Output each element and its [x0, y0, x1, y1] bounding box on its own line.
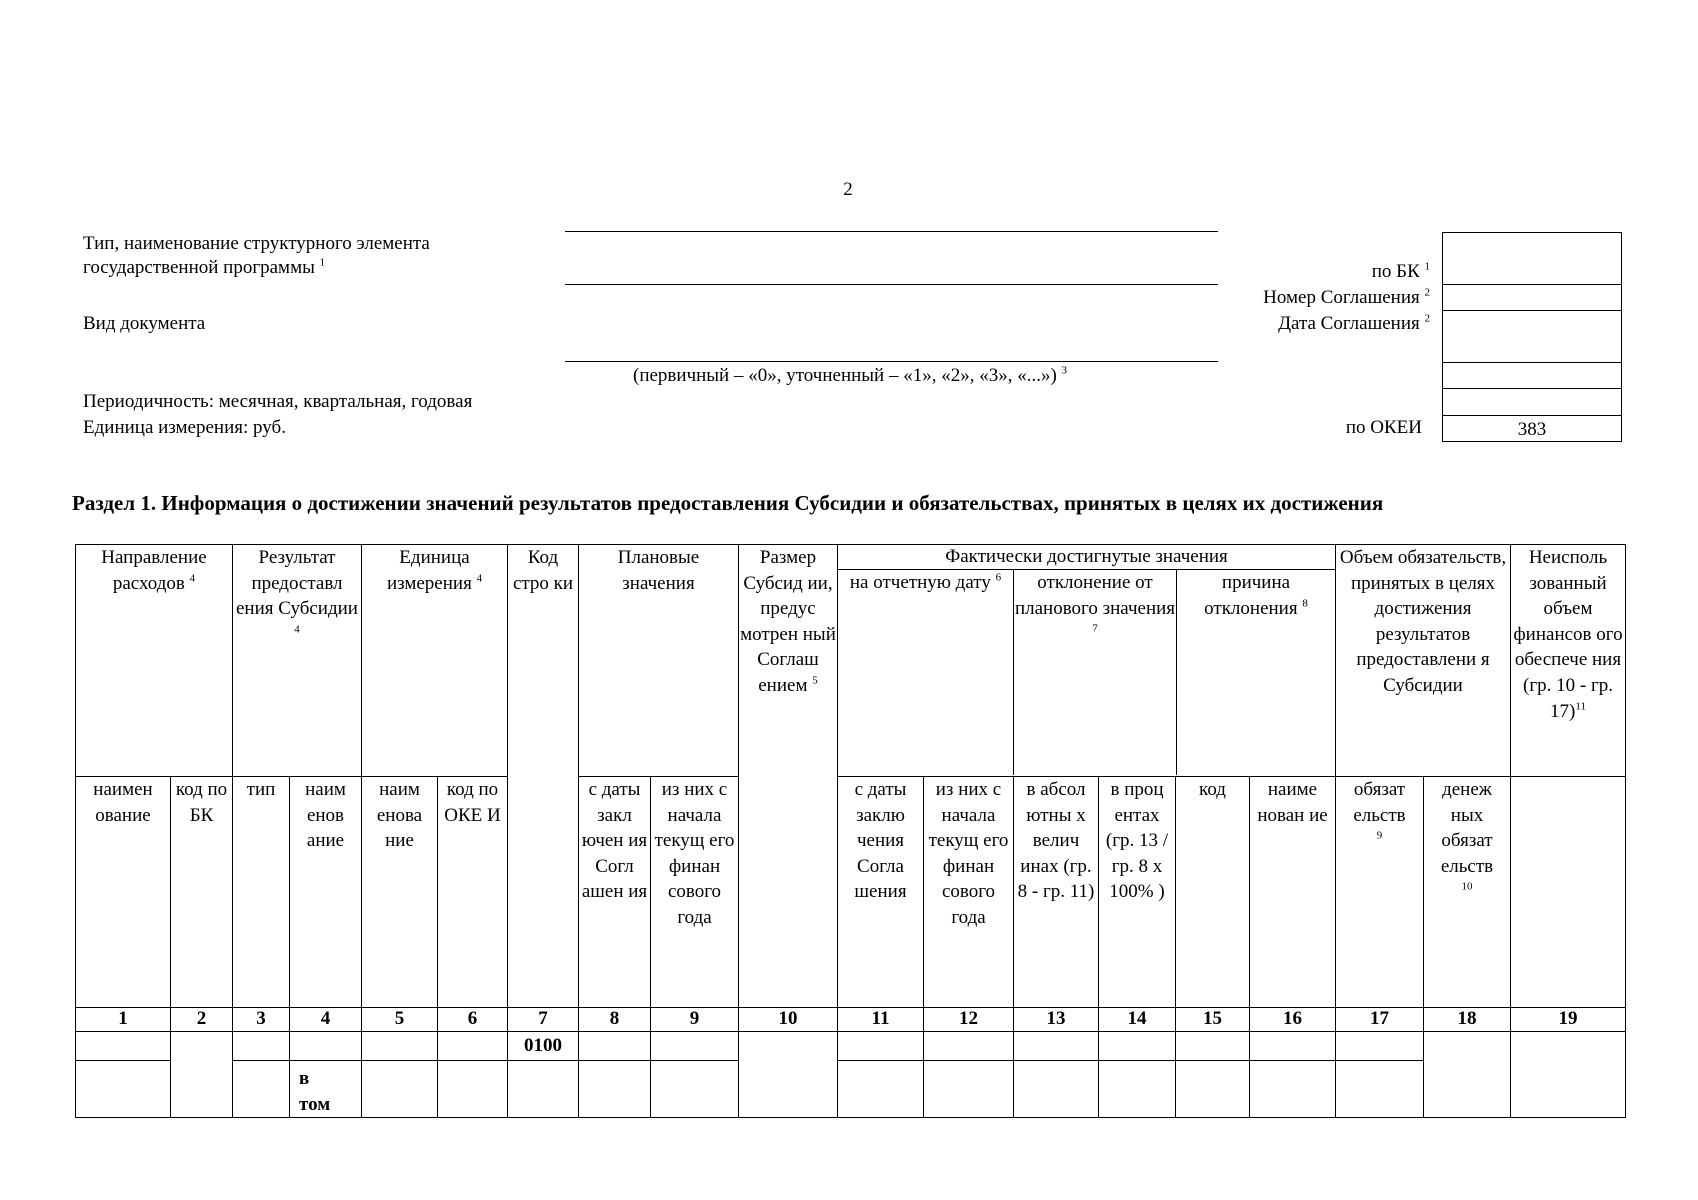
column-number: 14: [1099, 1008, 1176, 1032]
table-cell[interactable]: [1014, 1061, 1099, 1118]
table-cell[interactable]: [579, 1032, 651, 1061]
table-cell[interactable]: [1014, 1032, 1099, 1061]
subheader-14: в проц ентах (гр. 13 / гр. 8 x 100% ): [1099, 777, 1176, 1008]
table-cell[interactable]: [233, 1032, 290, 1061]
table-cell[interactable]: [171, 1032, 233, 1118]
table-cell[interactable]: [1099, 1061, 1176, 1118]
table-cell[interactable]: [508, 1061, 579, 1118]
bk-label: по БК $^1$: [1371, 260, 1430, 282]
subheader-9: из них с начала текущ его финан сового года: [651, 777, 739, 1008]
subheader-4: наим енов ание: [290, 777, 362, 1008]
subheader-8: с даты закл ючен ия Согл ашен ия: [579, 777, 651, 1008]
column-number: 8: [579, 1008, 651, 1032]
table-cell[interactable]: [76, 1061, 171, 1118]
header-actual-reason: причина отклонения $^8$: [1204, 572, 1308, 619]
header-unused: Неисполь зованный объем финансов ого обеспече ния (гр. 10 - гр. 17)$^{11}$: [1511, 545, 1626, 777]
table-cell[interactable]: [438, 1032, 508, 1061]
table-cell[interactable]: [76, 1032, 171, 1061]
table-cell[interactable]: [233, 1061, 290, 1118]
table-cell[interactable]: [1176, 1061, 1250, 1118]
table-cell[interactable]: [924, 1061, 1014, 1118]
column-number: 2: [171, 1008, 233, 1032]
header-actual-title: Фактически достигнутые значения: [838, 545, 1335, 570]
program-element-label: [83, 232, 430, 280]
program-element-label-line2: государственной программы $^1$: [83, 256, 326, 278]
table-cell[interactable]: [290, 1032, 362, 1061]
program-element-line-2[interactable]: [565, 284, 1218, 285]
column-number: 10: [739, 1008, 838, 1032]
table-cell[interactable]: [1336, 1061, 1424, 1118]
table-cell[interactable]: [838, 1032, 924, 1061]
column-number: 17: [1336, 1008, 1424, 1032]
subheader-17: обязат ельств $^9$: [1336, 777, 1424, 1008]
table-cell[interactable]: [739, 1032, 838, 1118]
section-title: Раздел 1. Информация о достижении значений результатов предоставления Субсидии и обязательствах, принятых в целях их достижения: [72, 491, 1384, 515]
column-number: 4: [290, 1008, 362, 1032]
header-row-code: Код стро ки: [508, 545, 579, 1008]
column-number: 12: [924, 1008, 1014, 1032]
column-number: 1: [76, 1008, 171, 1032]
subheader-16: наиме нован ие: [1250, 777, 1336, 1008]
program-element-label-line1: Тип, наименование структурного элемента: [83, 233, 430, 254]
table-cell[interactable]: [1176, 1032, 1250, 1061]
table-cell[interactable]: [1336, 1032, 1424, 1061]
column-number: 11: [838, 1008, 924, 1032]
subheader-6: код по ОКЕ И: [438, 777, 508, 1008]
table-cell[interactable]: [924, 1032, 1014, 1061]
table-cell[interactable]: [1250, 1032, 1336, 1061]
results-table: [75, 544, 1626, 1118]
subheader-12: из них с начала текущ его финан сового года: [924, 777, 1014, 1008]
column-number: 6: [438, 1008, 508, 1032]
row-code-cell[interactable]: 0100: [508, 1032, 579, 1061]
subheader-19: [1511, 777, 1626, 1008]
table-cell[interactable]: [438, 1061, 508, 1118]
table-cell[interactable]: [362, 1032, 438, 1061]
table-cell[interactable]: [1099, 1032, 1176, 1061]
table-cell[interactable]: [1511, 1032, 1626, 1118]
subheader-13: в абсол ютны х велич инах (гр. 8 - гр. 11): [1014, 777, 1099, 1008]
table-cell-including[interactable]: в том: [290, 1061, 362, 1118]
header-actual-deviation: отклонение от планового значения $^7$: [1014, 570, 1177, 775]
header-actual: [838, 545, 1336, 777]
agreement-number-label: Номер Соглашения $^2$: [1263, 286, 1430, 308]
table-cell[interactable]: [838, 1061, 924, 1118]
unit-label: Единица измерения: руб.: [83, 417, 286, 438]
program-element-line-1[interactable]: [565, 231, 1218, 232]
subheader-2: код по БК: [171, 777, 233, 1008]
column-number: 9: [651, 1008, 739, 1032]
table-cell[interactable]: [362, 1061, 438, 1118]
table-cell[interactable]: [651, 1032, 739, 1061]
column-number: 3: [233, 1008, 290, 1032]
table-cell[interactable]: [1250, 1061, 1336, 1118]
subheader-1: наимен ование: [76, 777, 171, 1008]
document-type-line[interactable]: [565, 361, 1218, 362]
column-number: 15: [1176, 1008, 1250, 1032]
column-number: 5: [362, 1008, 438, 1032]
codes-box: [1442, 232, 1622, 442]
column-number: 18: [1424, 1008, 1511, 1032]
agreement-date-label: Дата Соглашения $^2$: [1278, 312, 1430, 334]
subheader-3: тип: [233, 777, 290, 1008]
header-obligations: Объем обязательств, принятых в целях достижения результатов предоставлени я Субсидии: [1336, 545, 1511, 777]
page-number: 2: [843, 179, 853, 200]
header-unit: Единица измерения $^4$: [362, 545, 508, 777]
column-number: 19: [1511, 1008, 1626, 1032]
header-planned: Плановые значения: [579, 545, 739, 777]
table-cell[interactable]: [1424, 1032, 1511, 1118]
header-actual-on-date: на отчетную дату $^6$: [838, 570, 1014, 775]
okei-value[interactable]: 383: [1517, 419, 1547, 440]
header-result: Результат предоставл ения Субсидии $^4$: [233, 545, 362, 777]
periodicity-label: Периодичность: месячная, квартальная, годовая: [83, 391, 473, 412]
document-type-hint: (первичный – «0», уточненный – «1», «2», «3», «...») $^3$: [633, 364, 1068, 386]
table-cell[interactable]: [579, 1061, 651, 1118]
column-number: 16: [1250, 1008, 1336, 1032]
okei-label: по ОКЕИ: [1345, 417, 1422, 438]
header-subsidy-size: Размер Субсид ии, предус мотрен ный Соглаш ением $^5$: [739, 545, 838, 1008]
subheader-15: код: [1176, 777, 1250, 1008]
subheader-11: с даты заклю чения Согла шения: [838, 777, 924, 1008]
subheader-5: наим енова ние: [362, 777, 438, 1008]
header-direction: Направление расходов $^4$: [76, 545, 233, 777]
document-type-label: Вид документа: [83, 313, 206, 334]
column-number: 13: [1014, 1008, 1099, 1032]
column-number: 7: [508, 1008, 579, 1032]
table-cell[interactable]: [651, 1061, 739, 1118]
subheader-18: денеж ных обязат ельств $^{10}$: [1424, 777, 1511, 1008]
